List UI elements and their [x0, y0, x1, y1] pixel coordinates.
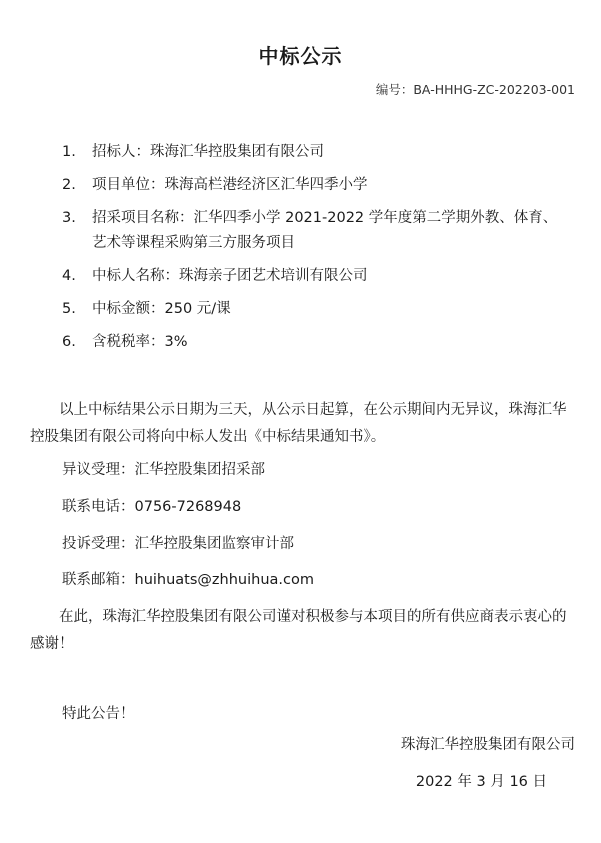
list-item-text: 中标人名称：珠海亲子团艺术培训有限公司 [92, 268, 368, 284]
list-item [62, 264, 562, 289]
list-item [62, 173, 562, 198]
list-item-number: 4. [62, 268, 76, 284]
objection-contact: 异议受理：汇华控股集团招采部 [62, 462, 265, 478]
list-item-text: 含税税率：3% [92, 334, 188, 350]
list-item-text: 项目单位：珠海高栏港经济区汇华四季小学 [92, 177, 368, 193]
list-item-number: 5. [62, 301, 76, 317]
list-item [62, 297, 562, 322]
issue-date: 2022 年 3 月 16 日 [415, 774, 547, 790]
bid-info-list [62, 140, 562, 363]
result-notice-paragraph: 以上中标结果公示日期为三天，从公示日起算，在公示期间内无异议，珠海汇华控股集团有限公司将向中标人发出《中标结果通知书》。 [30, 402, 567, 445]
list-item [62, 206, 562, 256]
document-title: 中标公示 [258, 44, 343, 68]
complaint-contact: 投诉受理：汇华控股集团监察审计部 [62, 536, 294, 552]
closing-line: 特此公告！ [62, 706, 135, 722]
list-item-text: 招采项目名称：汇华四季小学 2021-2022 学年度第二学期外教、体育、艺术等课程采购第三方服务项目 [92, 210, 558, 251]
list-item-number: 1. [62, 144, 76, 160]
list-item [62, 330, 562, 355]
email-contact: 联系邮箱：huihuats@zhhuihua.com [62, 572, 314, 588]
list-item-text: 招标人：珠海汇华控股集团有限公司 [92, 144, 324, 160]
thanks-paragraph: 在此，珠海汇华控股集团有限公司谨对积极参与本项目的所有供应商表示衷心的感谢！ [30, 609, 567, 652]
list-item-number: 3. [62, 210, 76, 226]
document-number: 编号：BA-HHHG-ZC-202203-001 [375, 82, 575, 97]
list-item-number: 2. [62, 177, 76, 193]
phone-contact: 联系电话：0756-7268948 [62, 499, 242, 515]
list-item-number: 6. [62, 334, 76, 350]
list-item-text: 中标金额：250 元/课 [92, 301, 231, 317]
list-item [62, 140, 562, 165]
issuer-signature: 珠海汇华控股集团有限公司 [401, 737, 575, 753]
